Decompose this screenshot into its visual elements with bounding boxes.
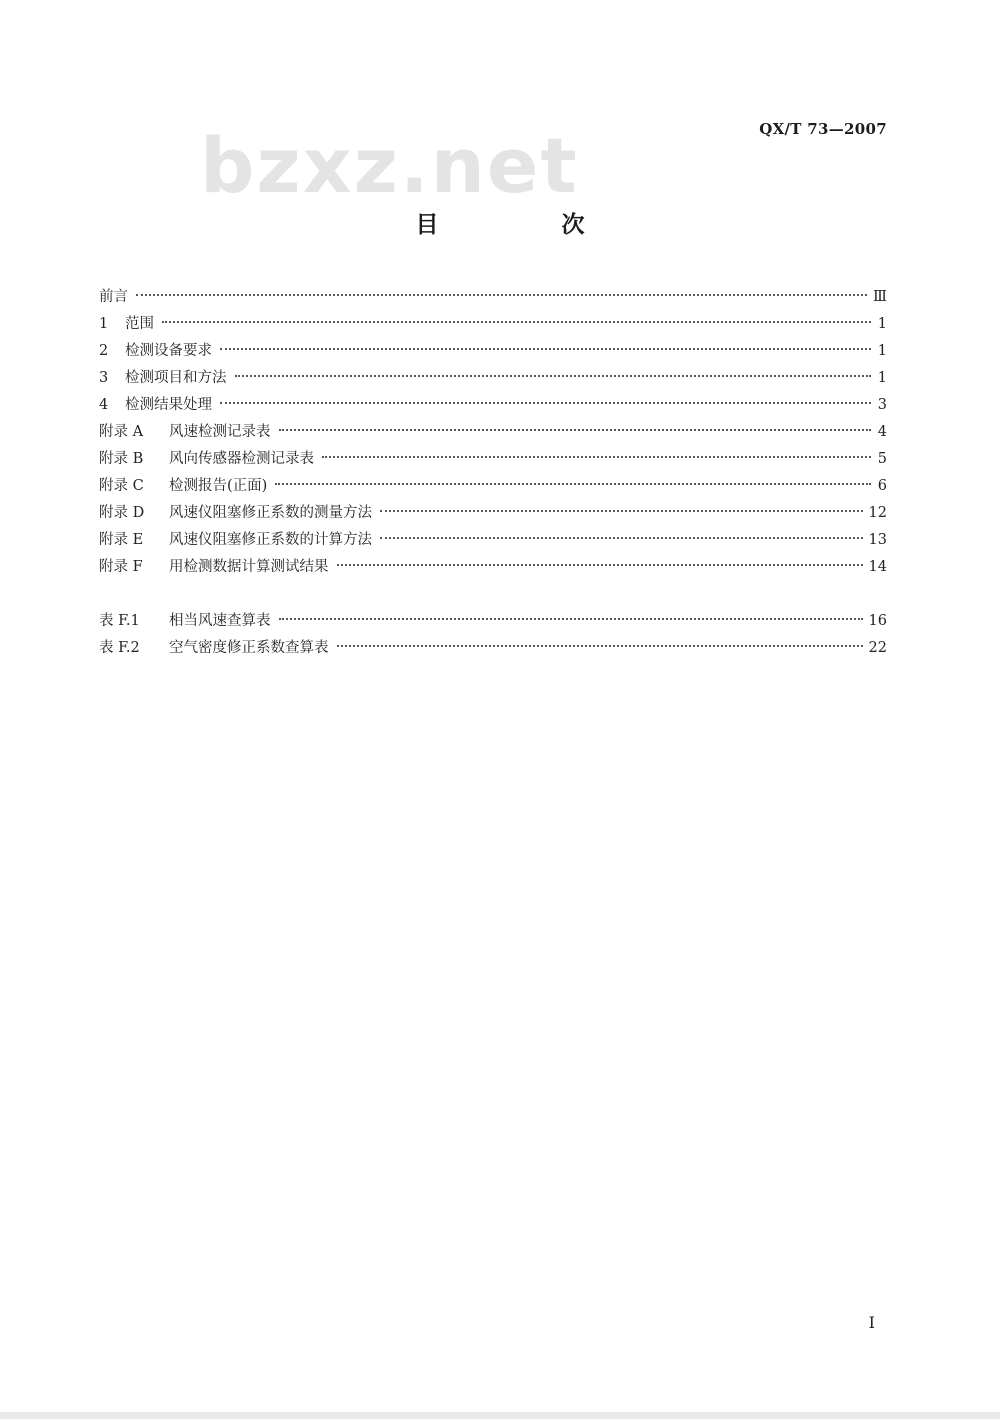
toc-entry-label: 4 检测结果处理	[99, 392, 212, 419]
toc-entry-equipment-requirements[interactable]	[99, 338, 887, 365]
toc-entry-page: 1	[877, 370, 887, 386]
toc-leader-dots	[275, 483, 871, 485]
toc-title: 目 次	[415, 212, 635, 238]
toc-entry-page: 5	[877, 451, 887, 467]
toc-entry-page: 16	[868, 613, 887, 629]
toc-entry-appendix-c[interactable]	[99, 473, 887, 500]
toc-entry-result-processing[interactable]	[99, 392, 887, 419]
toc-entry-page: 1	[877, 343, 887, 359]
toc-leader-dots	[337, 645, 863, 647]
toc-entry-label: 附录 A 风速检测记录表	[99, 419, 271, 446]
toc-entry-number: 附录 E	[99, 532, 144, 548]
toc-entry-page: 14	[868, 559, 887, 575]
toc-entry-label: 2 检测设备要求	[99, 338, 212, 365]
toc-entry-page: 22	[868, 640, 887, 656]
toc-entry-label: 附录 D 风速仪阻塞修正系数的测量方法	[99, 500, 372, 527]
toc-entry-label: 3 检测项目和方法	[99, 365, 227, 392]
toc-entry-table-f2[interactable]	[99, 635, 887, 662]
toc-spacer	[99, 581, 887, 608]
toc-entry-appendix-f[interactable]	[99, 554, 887, 581]
toc-entry-number: 4	[99, 397, 109, 413]
toc-entry-label: 前言	[99, 289, 128, 305]
toc-entry-number: 2	[99, 343, 109, 359]
toc-entry-number: 表 F.1	[99, 613, 140, 629]
toc-entry-number: 附录 C	[99, 478, 144, 494]
standard-number: QX/T 73—2007	[759, 120, 887, 138]
toc-entry-appendix-b[interactable]	[99, 446, 887, 473]
toc-entry-number: 附录 A	[99, 424, 144, 440]
toc-leader-dots	[235, 375, 872, 377]
toc-entry-number: 1	[99, 316, 109, 332]
toc-leader-dots	[322, 456, 871, 458]
toc-entry-label: 附录 B 风向传感器检测记录表	[99, 446, 314, 473]
toc-leader-dots	[279, 429, 872, 431]
watermark: bzxz.net	[200, 121, 579, 210]
toc-leader-dots	[136, 294, 867, 296]
table-of-contents	[99, 284, 887, 662]
toc-entry-page: 1	[877, 316, 887, 332]
toc-entry-number: 3	[99, 370, 109, 386]
toc-leader-dots	[279, 618, 863, 620]
toc-entry-appendix-a[interactable]	[99, 419, 887, 446]
toc-entry-number: 附录 D	[99, 505, 145, 521]
toc-entry-page: 13	[868, 532, 887, 548]
toc-entry-table-f1[interactable]	[99, 608, 887, 635]
toc-entry-number: 附录 F	[99, 559, 143, 575]
toc-leader-dots	[337, 564, 863, 566]
toc-entry-number: 表 F.2	[99, 640, 140, 656]
toc-entry-label: 附录 F 用检测数据计算测试结果	[99, 554, 329, 581]
toc-entry-number: 附录 B	[99, 451, 144, 467]
toc-entry-page: 12	[868, 505, 887, 521]
toc-entry-appendix-e[interactable]	[99, 527, 887, 554]
toc-entry-label: 表 F.2 空气密度修正系数查算表	[99, 635, 329, 662]
toc-entry-label: 附录 C 检测报告(正面)	[99, 473, 267, 500]
toc-entry-foreword[interactable]	[99, 284, 887, 311]
toc-entry-label: 表 F.1 相当风速查算表	[99, 608, 271, 635]
toc-entry-label: 1 范围	[99, 311, 154, 338]
toc-leader-dots	[380, 510, 863, 512]
toc-entry-page: Ⅲ	[873, 289, 887, 305]
toc-leader-dots	[380, 537, 863, 539]
toc-entry-scope[interactable]	[99, 311, 887, 338]
toc-entry-page: 4	[877, 424, 887, 440]
toc-leader-dots	[220, 402, 871, 404]
toc-leader-dots	[162, 321, 871, 323]
toc-entry-test-items-methods[interactable]	[99, 365, 887, 392]
toc-entry-page: 3	[877, 397, 887, 413]
toc-entry-label: 附录 E 风速仪阻塞修正系数的计算方法	[99, 527, 372, 554]
toc-entry-appendix-d[interactable]	[99, 500, 887, 527]
page-number: I	[868, 1313, 875, 1332]
toc-leader-dots	[220, 348, 871, 350]
toc-entry-page: 6	[877, 478, 887, 494]
